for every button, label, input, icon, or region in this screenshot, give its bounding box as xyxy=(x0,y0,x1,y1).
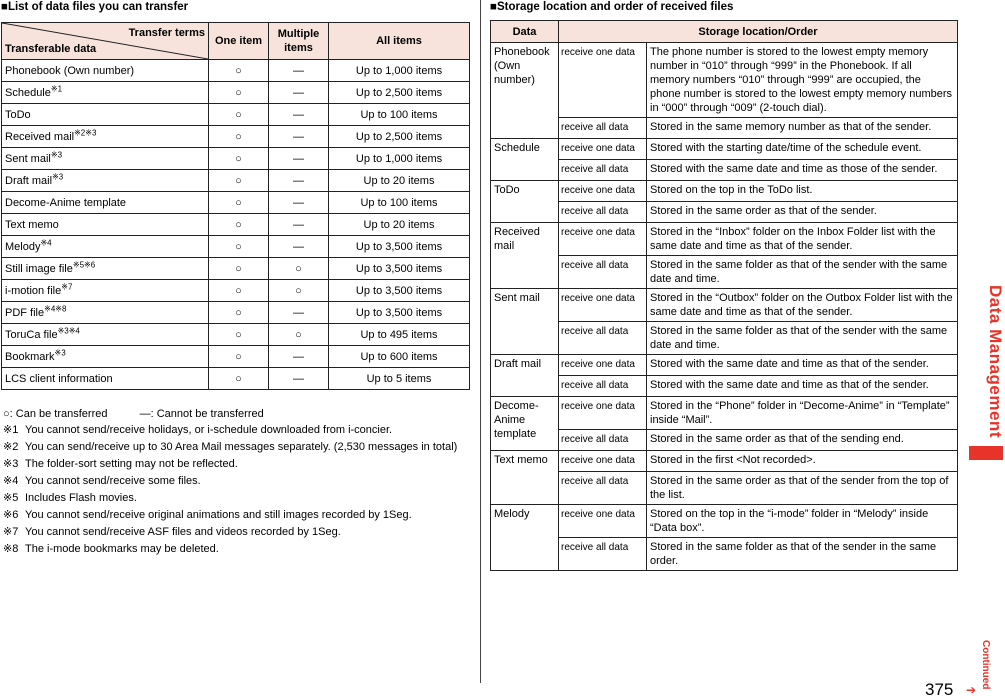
footnote-ref: ※1 xyxy=(50,83,63,93)
footnote xyxy=(3,424,473,438)
left-section-title: ■List of data files you can transfer xyxy=(1,1,189,13)
footnote-text: You can send/receive up to 30 Area Mail messages separately. (2,530 messages in total) xyxy=(25,441,458,453)
legend-cannot: —: Cannot be transferred xyxy=(139,408,264,420)
footnote-text: You cannot send/receive original animations and still images recorded by 1Seg. xyxy=(25,509,412,521)
all-items-cell: Up to 20 items xyxy=(329,214,470,236)
footnote-key: ※7 xyxy=(3,526,19,538)
data-type-cell xyxy=(2,60,209,82)
receive-mode-cell: receive all data xyxy=(559,430,647,451)
storage-description-cell: Stored in the same folder as that of the sender with the same date and time. xyxy=(647,256,958,289)
data-type-cell xyxy=(2,82,209,104)
receive-mode-cell: receive one data xyxy=(559,289,647,322)
table-row xyxy=(2,280,470,302)
storage-description-cell: Stored on the top in the ToDo list. xyxy=(647,181,958,202)
footnote xyxy=(3,441,473,455)
one-item-cell: ○ xyxy=(209,302,269,324)
one-item-cell: ○ xyxy=(209,258,269,280)
data-type-label: Received mail xyxy=(5,130,75,143)
footnote xyxy=(3,526,473,540)
one-item-cell: ○ xyxy=(209,346,269,368)
corner-top-label: Transfer terms xyxy=(128,27,205,39)
one-item-cell: ○ xyxy=(209,236,269,258)
data-type-label: Bookmark xyxy=(5,350,55,363)
storage-description-cell: Stored in the same memory number as that of the sender. xyxy=(647,118,958,139)
data-name-cell: Draft mail xyxy=(491,355,559,397)
data-type-cell xyxy=(2,148,209,170)
data-type-label: Schedule xyxy=(5,86,51,99)
table-row xyxy=(2,170,470,192)
all-items-cell: Up to 1,000 items xyxy=(329,148,470,170)
footnote-key: ※1 xyxy=(3,424,19,436)
footnote-key: ※3 xyxy=(3,458,19,470)
data-type-label: ToDo xyxy=(5,108,31,121)
table-row xyxy=(2,214,470,236)
multiple-items-cell: — xyxy=(269,82,329,104)
multiple-items-cell: — xyxy=(269,148,329,170)
multiple-items-cell: ○ xyxy=(269,258,329,280)
all-items-cell: Up to 495 items xyxy=(329,324,470,346)
data-type-label: Still image file xyxy=(5,262,73,275)
multiple-items-cell: — xyxy=(269,302,329,324)
receive-mode-cell: receive one data xyxy=(559,505,647,538)
footnote-key: ※4 xyxy=(3,475,19,487)
one-item-cell: ○ xyxy=(209,126,269,148)
page-number: 375 xyxy=(925,680,954,699)
data-type-label: Decome-Anime template xyxy=(5,196,127,209)
table-row xyxy=(2,302,470,324)
table-row xyxy=(491,451,958,472)
section-label: Data Management xyxy=(986,285,1005,438)
multiple-items-cell: ○ xyxy=(269,280,329,302)
right-section-title: ■Storage location and order of received files xyxy=(490,1,734,13)
one-item-cell: ○ xyxy=(209,170,269,192)
data-type-label: Text memo xyxy=(5,218,59,231)
table-row xyxy=(2,368,470,390)
all-items-cell: Up to 1,000 items xyxy=(329,60,470,82)
data-type-cell xyxy=(2,104,209,126)
table-row xyxy=(2,126,470,148)
data-type-label: PDF file xyxy=(5,306,45,319)
receive-mode-cell: receive one data xyxy=(559,43,647,118)
data-type-cell xyxy=(2,214,209,236)
data-type-label: ToruCa file xyxy=(5,328,58,341)
footnote-ref: ※3 xyxy=(50,149,63,159)
receive-mode-cell: receive one data xyxy=(559,181,647,202)
storage-description-cell: Stored in the “Phone” folder in “Decome-Anime” in “Template” inside “Mail”. xyxy=(647,397,958,430)
footnote-text: The folder-sort setting may not be reflected. xyxy=(25,458,238,470)
multiple-items-cell: — xyxy=(269,214,329,236)
table-row xyxy=(2,258,470,280)
all-items-cell: Up to 100 items xyxy=(329,104,470,126)
footnote-text: Includes Flash movies. xyxy=(25,492,137,504)
all-items-cell: Up to 3,500 items xyxy=(329,302,470,324)
storage-description-cell: Stored in the first <Not recorded>. xyxy=(647,451,958,472)
footnote xyxy=(3,475,473,489)
table-row xyxy=(491,223,958,256)
table-row xyxy=(491,289,958,322)
data-type-cell xyxy=(2,192,209,214)
transfer-table-body xyxy=(2,60,470,390)
continued-arrow-icon: ➔ xyxy=(966,683,977,697)
footnote xyxy=(3,509,473,523)
storage-description-cell: Stored in the same order as that of the sending end. xyxy=(647,430,958,451)
storage-description-cell: Stored in the same folder as that of the sender with the same date and time. xyxy=(647,322,958,355)
receive-mode-cell: receive one data xyxy=(559,223,647,256)
table-row xyxy=(491,538,958,571)
table-row xyxy=(491,181,958,202)
storage-table xyxy=(490,20,958,571)
footnote xyxy=(3,458,473,472)
one-item-cell: ○ xyxy=(209,148,269,170)
footnote-ref: ※3※4 xyxy=(57,325,80,335)
storage-description-cell: Stored with the same date and time as those of the sender. xyxy=(647,160,958,181)
all-items-cell: Up to 3,500 items xyxy=(329,258,470,280)
multiple-items-cell: — xyxy=(269,346,329,368)
all-items-cell: Up to 600 items xyxy=(329,346,470,368)
transfer-table xyxy=(1,22,470,390)
multiple-items-cell: — xyxy=(269,170,329,192)
data-type-label: LCS client information xyxy=(5,372,113,385)
table-row xyxy=(491,397,958,430)
header-multiple-items: Multiple items xyxy=(269,23,329,60)
data-type-cell xyxy=(2,236,209,258)
table-row xyxy=(2,82,470,104)
data-name-cell: Text memo xyxy=(491,451,559,505)
footnote-key: ※5 xyxy=(3,492,19,504)
table-row xyxy=(491,322,958,355)
storage-description-cell: Stored with the same date and time as that of the sender. xyxy=(647,376,958,397)
table-row xyxy=(491,256,958,289)
legend-can: ○: Can be transferred xyxy=(3,408,108,420)
data-type-label: Phonebook (Own number) xyxy=(5,64,135,77)
multiple-items-cell: — xyxy=(269,236,329,258)
all-items-cell: Up to 2,500 items xyxy=(329,82,470,104)
footnote xyxy=(3,492,473,506)
storage-description-cell: Stored in the same folder as that of the sender in the same order. xyxy=(647,538,958,571)
data-type-cell xyxy=(2,258,209,280)
all-items-cell: Up to 3,500 items xyxy=(329,280,470,302)
footnote-ref: ※7 xyxy=(61,281,73,291)
one-item-cell: ○ xyxy=(209,104,269,126)
data-name-cell: Melody xyxy=(491,505,559,571)
data-type-cell xyxy=(2,126,209,148)
storage-description-cell: Stored in the “Inbox” folder on the Inbox Folder list with the same date and time as that of the sender. xyxy=(647,223,958,256)
footnote-ref: ※4 xyxy=(40,237,52,247)
header-data: Data xyxy=(491,21,559,43)
corner-bottom-label: Transferable data xyxy=(5,43,97,55)
one-item-cell: ○ xyxy=(209,368,269,390)
all-items-cell: Up to 20 items xyxy=(329,170,470,192)
one-item-cell: ○ xyxy=(209,82,269,104)
receive-mode-cell: receive all data xyxy=(559,256,647,289)
multiple-items-cell: — xyxy=(269,368,329,390)
receive-mode-cell: receive all data xyxy=(559,202,647,223)
multiple-items-cell: ○ xyxy=(269,324,329,346)
storage-description-cell: Stored with the same date and time as that of the sender. xyxy=(647,355,958,376)
storage-description-cell: Stored in the “Outbox” folder on the Outbox Folder list with the same date and time as that of the sender. xyxy=(647,289,958,322)
one-item-cell: ○ xyxy=(209,60,269,82)
data-type-label: Sent mail xyxy=(5,152,51,165)
storage-table-body xyxy=(491,43,958,571)
table-row xyxy=(2,60,470,82)
one-item-cell: ○ xyxy=(209,192,269,214)
data-type-label: i-motion file xyxy=(5,284,62,297)
table-row xyxy=(491,118,958,139)
data-type-cell xyxy=(2,346,209,368)
table-row xyxy=(2,148,470,170)
data-type-cell xyxy=(2,302,209,324)
table-row xyxy=(491,505,958,538)
receive-mode-cell: receive one data xyxy=(559,355,647,376)
table-row xyxy=(2,192,470,214)
receive-mode-cell: receive all data xyxy=(559,322,647,355)
storage-description-cell: Stored in the same order as that of the sender from the top of the list. xyxy=(647,472,958,505)
footnote-ref: ※3 xyxy=(52,171,64,181)
storage-description-cell: Stored in the same order as that of the sender. xyxy=(647,202,958,223)
receive-mode-cell: receive one data xyxy=(559,451,647,472)
continued-label: Continued xyxy=(980,640,991,690)
table-row xyxy=(491,43,958,118)
footnote-key: ※6 xyxy=(3,509,19,521)
footnote-ref: ※5※6 xyxy=(72,259,96,269)
footnote-text: The i-mode bookmarks may be deleted. xyxy=(25,543,219,555)
header-storage-location: Storage location/Order xyxy=(559,21,958,43)
data-name-cell: Received mail xyxy=(491,223,559,289)
footnote-ref: ※2※3 xyxy=(74,127,97,137)
section-tab-marker xyxy=(969,446,1003,460)
footnote-ref: ※3 xyxy=(54,347,66,357)
all-items-cell: Up to 100 items xyxy=(329,192,470,214)
one-item-cell: ○ xyxy=(209,214,269,236)
data-name-cell: Phonebook (Own number) xyxy=(491,43,559,139)
storage-description-cell: Stored on the top in the “i-mode” folder in “Melody” inside “Data box”. xyxy=(647,505,958,538)
storage-description-cell: The phone number is stored to the lowest empty memory number in “010” through “999” in the Phonebook. If all memory numbers “010” through “999” are occupied, the phone number is stored to the lowest empty memory numbers in “000” through “009” (2-touch dial). xyxy=(647,43,958,118)
header-all-items: All items xyxy=(329,23,470,60)
table-row xyxy=(2,104,470,126)
data-type-cell xyxy=(2,368,209,390)
multiple-items-cell: — xyxy=(269,60,329,82)
corner-header xyxy=(2,23,209,60)
column-divider xyxy=(480,0,481,683)
receive-mode-cell: receive all data xyxy=(559,118,647,139)
receive-mode-cell: receive one data xyxy=(559,139,647,160)
table-row xyxy=(491,160,958,181)
data-type-cell xyxy=(2,170,209,192)
table-row xyxy=(491,202,958,223)
table-row xyxy=(491,472,958,505)
all-items-cell: Up to 2,500 items xyxy=(329,126,470,148)
receive-mode-cell: receive all data xyxy=(559,160,647,181)
data-name-cell: Decome-Anime template xyxy=(491,397,559,451)
one-item-cell: ○ xyxy=(209,280,269,302)
table-row xyxy=(491,355,958,376)
data-type-cell xyxy=(2,280,209,302)
data-type-cell xyxy=(2,324,209,346)
table-row xyxy=(2,346,470,368)
legend xyxy=(3,407,264,421)
footnote-text: You cannot send/receive holidays, or i-schedule downloaded from i-concier. xyxy=(25,424,393,436)
table-row xyxy=(491,139,958,160)
receive-mode-cell: receive all data xyxy=(559,376,647,397)
header-one-item: One item xyxy=(209,23,269,60)
data-name-cell: ToDo xyxy=(491,181,559,223)
table-row xyxy=(2,324,470,346)
multiple-items-cell: — xyxy=(269,126,329,148)
table-row xyxy=(491,430,958,451)
receive-mode-cell: receive one data xyxy=(559,397,647,430)
receive-mode-cell: receive all data xyxy=(559,472,647,505)
all-items-cell: Up to 3,500 items xyxy=(329,236,470,258)
data-type-label: Melody xyxy=(5,240,41,253)
footnote-text: You cannot send/receive some files. xyxy=(25,475,201,487)
receive-mode-cell: receive all data xyxy=(559,538,647,571)
all-items-cell: Up to 5 items xyxy=(329,368,470,390)
multiple-items-cell: — xyxy=(269,192,329,214)
footnote-key: ※8 xyxy=(3,543,19,555)
data-name-cell: Schedule xyxy=(491,139,559,181)
data-type-label: Draft mail xyxy=(5,174,53,187)
table-row xyxy=(2,236,470,258)
footnotes xyxy=(3,424,473,560)
multiple-items-cell: — xyxy=(269,104,329,126)
footnote-ref: ※4※8 xyxy=(44,303,67,313)
storage-description-cell: Stored with the starting date/time of the schedule event. xyxy=(647,139,958,160)
data-name-cell: Sent mail xyxy=(491,289,559,355)
one-item-cell: ○ xyxy=(209,324,269,346)
table-row xyxy=(491,376,958,397)
footnote-key: ※2 xyxy=(3,441,19,453)
footnote-text: You cannot send/receive ASF files and videos recorded by 1Seg. xyxy=(25,526,341,538)
footnote xyxy=(3,543,473,557)
